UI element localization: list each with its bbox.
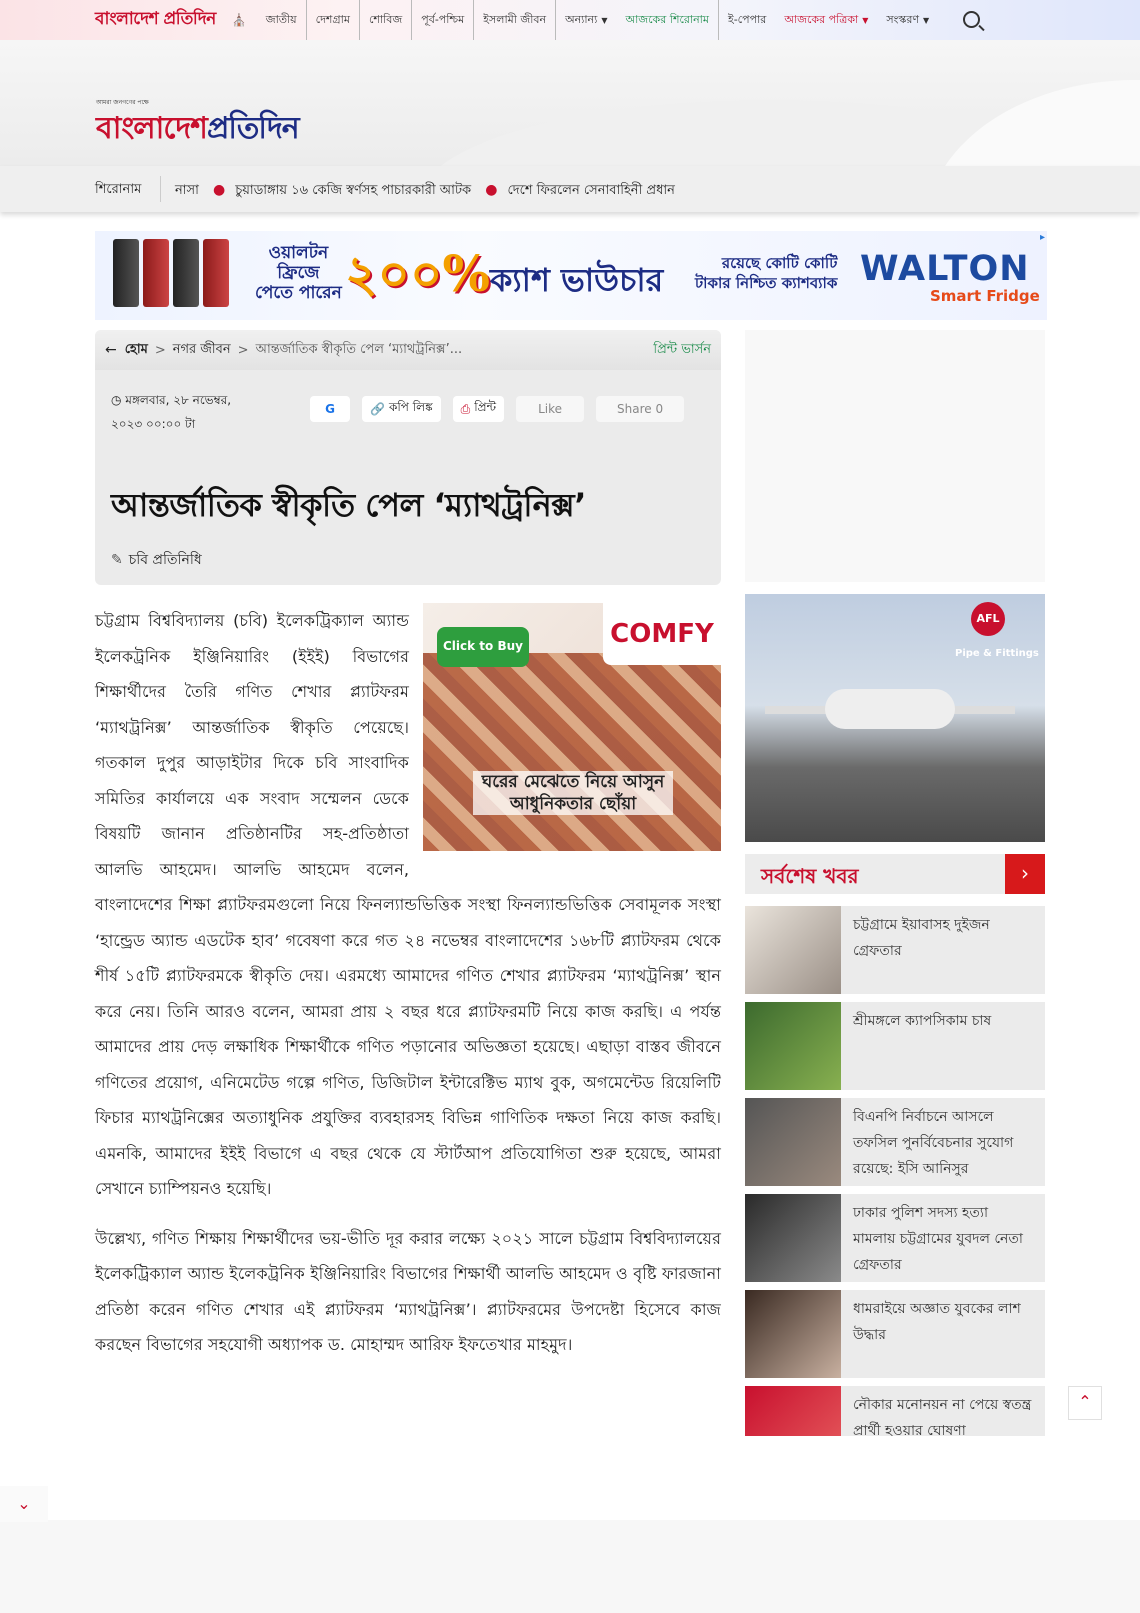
ticker-items [175, 181, 685, 202]
comfy-inline-ad[interactable] [423, 603, 721, 851]
ticker-item[interactable]: দেশে ফিরলেন সেনাবাহিনী প্রধান [507, 183, 675, 198]
nav-item-epaper[interactable]: ই-পেপার [727, 13, 767, 26]
fridge-image [143, 239, 169, 307]
site-logo-small[interactable]: বাংলাদেশ প্রতিদিন [95, 9, 216, 29]
news-title[interactable]: শ্রীমঙ্গলে ক্যাপসিকাম চাষ [853, 1013, 992, 1029]
home-icon[interactable]: ⛪ [231, 13, 247, 27]
publish-date: ◷ মঙ্গলবার, ২৮ নভেম্বর, ২০২৩ ০০:০০ টা [111, 393, 232, 431]
edit-icon: ✎ [111, 552, 123, 568]
chevron-down-icon: ▼ [601, 15, 608, 25]
news-title[interactable]: ঢাকার পুলিশ সদস্য হত্যা মামলায় চট্টগ্রামের যুবদল নেতা গ্রেফতার [853, 1205, 1023, 1273]
airplane-image [825, 689, 955, 729]
breadcrumb-home[interactable]: হোম [124, 341, 148, 357]
article-actions [310, 396, 684, 422]
news-thumbnail[interactable] [745, 906, 841, 994]
ad-caption: ঘরের মেঝেতে নিয়ে আসুন আধুনিকতার ছোঁয়া [473, 771, 673, 815]
google-news-button[interactable] [310, 396, 350, 422]
nav-item-todays-headlines[interactable]: আজকের শিরোনাম [616, 0, 719, 40]
list-item[interactable] [745, 1194, 1045, 1282]
site-tagline: আমরা জনগণের পক্ষে [96, 99, 149, 106]
scroll-to-top-button[interactable] [1068, 1386, 1102, 1420]
news-thumbnail[interactable] [745, 1098, 841, 1186]
clock-icon: ◷ [111, 393, 126, 407]
bottom-ad-area [0, 1520, 1140, 1613]
nav-item-east-west[interactable]: পূর্ব-পশ্চিম [412, 0, 474, 40]
nav-item-edition[interactable]: সংস্করণ ▼ [886, 12, 930, 26]
fridge-image [113, 239, 139, 307]
news-thumbnail[interactable] [745, 1002, 841, 1090]
list-item[interactable] [745, 1098, 1045, 1186]
bullet-icon: ● [213, 182, 226, 198]
banner-cashback-text: রয়েছে কোটি কোটি টাকার নিশ্চিত ক্যাশব্যাক [695, 254, 838, 292]
nav-item-country[interactable]: দেশগ্রাম [307, 0, 360, 40]
site-logo[interactable]: বাংলাদেশপ্রতিদিন [96, 111, 299, 146]
floor-mat-image [423, 653, 721, 851]
top-navbar [0, 0, 1140, 40]
facebook-like-button[interactable]: Like [516, 396, 584, 422]
article-byline: ✎ চবি প্রতিনিধি [111, 552, 202, 568]
latest-news-header [745, 854, 1045, 894]
chevron-right-icon[interactable]: › [1005, 854, 1045, 894]
latest-news-list [745, 906, 1045, 1436]
adchoices-icon[interactable]: ▸ [1040, 232, 1046, 243]
printer-icon: ⎙ [460, 401, 471, 416]
article-paragraph: চট্টগ্রাম বিশ্ববিদ্যালয় (চবি) ইলেকট্রিক্যাল অ্যান্ড ইলেকট্রনিক ইঞ্জিনিয়ারিং (ইইই) বিভাগের শিক্ষার্থীদের তৈরি গণিত শেখার প্ল্যাটফরম ‘ম্যাথট্রনিক্স’ আন্তর্জাতিক স্বীকৃতি পেয়েছে। গতকাল দুপুর আড়াইটার দিকে চবি সাংবাদিক সমিতির কার্যালয়ে এক সংবাদ সম্মেলন ডেকে বিষয়টি জানান প্রতিষ্ঠানটির সহ-প্রতিষ্ঠাতা আলভি আহমেদ। আলভি আহমেদ বলেন, বাংলাদেশের শিক্ষা প্ল্যাটফরমগুলো নিয়ে ফিনল্যান্ডভিত্তিক সংস্থা ফিনল্যান্ডভিত্তিক সেবামূলক সংস্থা ‘হান্ড্রেড অ্যান্ড এডটেক হাব’ গবেষণা করে গত ২৪ নভেম্বর বাংলাদেশের ১৬৮টি প্ল্যাটফরম থেকে শীর্ষ ১৫টি প্ল্যাটফরমকে স্বীকৃতি দেয়। এরমধ্যে আমাদের গণিত শেখার প্ল্যাটফরম ‘ম্যাথট্রনিক্স’ স্থান করে নেয়। তিনি আরও বলেন, আমরা প্রায় ২ বছর ধরে প্ল্যাটফরমটি নিয়ে কাজ করছি। এ পর্যন্ত আমাদের প্রায় দেড় লক্ষাধিক শিক্ষার্থীকে গণিত পড়ানোর অভিজ্ঞতা হয়েছে। এছাড়া বাস্তব জীবনে গণিতের প্রয়োগ, এনিমেটেড গল্পে গণিত, ডিজিটাল ইন্টারেক্টিভ ম্যাথ বুক, অগমেন্টেড রিয়েলিটি ফিচার ম্যাথট্রনিক্সের অত্যাধুনিক প্রযুক্তির ব্যবহারসহ বিভিন্ন গাণিতিক দক্ষতা নিয়ে কাজ করছি। এমনকি, আমাদের ইইই বিভাগে এ বছর থেকে যে স্টার্টআপ প্রতিযোগিতা শুরু হয়েছে, আমরা সেখানে চ্যাম্পিয়নও হয়েছি। [95, 611, 721, 1198]
expand-bottom-ad-button[interactable] [0, 1486, 48, 1522]
sidebar-ad-slot [745, 330, 1045, 582]
news-title[interactable]: ধামরাইয়ে অজ্ঞাত যুবকের লাশ উদ্ধার [853, 1301, 1021, 1343]
breadcrumb-section[interactable]: নগর জীবন [172, 341, 231, 357]
banner-product: Smart Fridge [930, 287, 1040, 305]
afl-sidebar-ad[interactable] [745, 594, 1045, 842]
link-icon: 🔗 [370, 402, 385, 416]
nav-item-showbiz[interactable]: শোবিজ [360, 0, 412, 40]
print-button[interactable]: ⎙ প্রিন্ট [453, 396, 504, 422]
article-paragraph: উল্লেখ্য, গণিত শিক্ষায় শিক্ষার্থীদের ভয়-ভীতি দূর করার লক্ষ্যে ২০২১ সালে চট্টগ্রাম বিশ্ববিদ্যালয়ের ইলেকট্রিক্যাল অ্যান্ড ইলেকট্রনিক ইঞ্জিনিয়ারিং বিভাগের শিক্ষার্থী আলভি আহমেদ ও বৃষ্টি ফারজানা প্রতিষ্ঠা করেন গণিত শেখার এই প্ল্যাটফরম ‘ম্যাথট্রনিক্স’। প্ল্যাটফরমের উপদেষ্টা হিসেবে কাজ করছেন বিভাগের সহযোগী অধ্যাপক ড. মোহাম্মদ আরিফ ইফতেখার মাহমুদ। [95, 1228, 721, 1354]
google-news-icon: G [325, 402, 335, 416]
banner-percent: ২০০% [345, 244, 491, 303]
chevron-down-icon: ▼ [923, 15, 930, 25]
headline-ticker [0, 166, 1140, 212]
news-thumbnail[interactable] [745, 1290, 841, 1378]
news-thumbnail[interactable] [745, 1194, 841, 1282]
list-item[interactable] [745, 1002, 1045, 1090]
nav-item-islamic-life[interactable]: ইসলামী জীবন [474, 0, 556, 40]
news-title[interactable]: চট্টগ্রামে ইয়াবাসহ দুইজন গ্রেফতার [853, 917, 990, 959]
walton-banner-ad[interactable] [95, 231, 1047, 320]
back-arrow-icon[interactable]: ← [105, 342, 117, 358]
banner-cash-voucher: ক্যাশ ভাউচার [490, 261, 664, 299]
site-header [0, 40, 1140, 166]
fridge-image [203, 239, 229, 307]
breadcrumb-current: আন্তর্জাতিক স্বীকৃতি পেল ‘ম্যাথট্রনিক্স’... [255, 341, 463, 357]
breadcrumb [95, 330, 721, 370]
ticker-label: শিরোনাম [95, 182, 142, 197]
search-icon[interactable] [963, 11, 980, 28]
breadcrumb-separator: > [154, 342, 166, 358]
afl-tagline: Pipe & Fittings [955, 648, 1039, 659]
nav-item-more[interactable]: অন্যান্য ▼ [565, 12, 608, 26]
banner-offer-text: ওয়ালটন ফ্রিজে পেতে পারেন [255, 243, 342, 303]
afl-logo: AFL [971, 602, 1005, 636]
news-title[interactable]: বিএনপি নির্বাচনে আসলে তফসিল পুনর্বিবেচনার সুযোগ রয়েছে: ইসি আনিসুর [853, 1109, 1014, 1177]
article-body [95, 603, 721, 1377]
news-title[interactable]: নৌকার মনোনয়ন না পেয়ে স্বতন্ত্র প্রার্থী হওয়ার ঘোষণা [853, 1397, 1032, 1436]
comfy-logo: COMFY [603, 603, 721, 665]
chevron-down-icon: ⌄ [17, 1494, 31, 1513]
bullet-icon: ● [485, 182, 498, 198]
list-item[interactable] [745, 1290, 1045, 1378]
latest-news-title: সর্বশেষ খবর [761, 864, 859, 888]
nav-item-national[interactable]: জাতীয় [257, 0, 307, 40]
list-item[interactable] [745, 906, 1045, 994]
facebook-share-button[interactable]: Share 0 [596, 396, 684, 422]
copy-link-button[interactable]: 🔗 কপি লিঙ্ক [362, 396, 441, 422]
ticker-divider [160, 176, 161, 202]
news-thumbnail[interactable] [745, 1386, 841, 1436]
article-header [95, 330, 721, 585]
print-version-link[interactable]: প্রিন্ট ভার্সন [653, 341, 711, 357]
nav-item-todays-paper[interactable]: আজকের পত্রিকা ▼ [784, 12, 869, 26]
walton-logo: WALTON [860, 249, 1030, 289]
breadcrumb-separator: > [237, 342, 249, 358]
click-to-buy-badge[interactable]: Click to Buy [437, 627, 529, 667]
ticker-item[interactable]: চুয়াডাঙ্গায় ১৬ কেজি স্বর্ণসহ পাচারকারী আটক [235, 183, 472, 198]
chevron-down-icon: ▼ [862, 15, 869, 25]
list-item[interactable] [745, 1386, 1045, 1436]
article-headline: আন্তর্জাতিক স্বীকৃতি পেল ‘ম্যাথট্রনিক্স’ [111, 486, 586, 524]
chevron-up-icon: ⌃ [1078, 1392, 1092, 1411]
ticker-item[interactable]: নাসা [175, 183, 199, 198]
fridge-image [173, 239, 199, 307]
